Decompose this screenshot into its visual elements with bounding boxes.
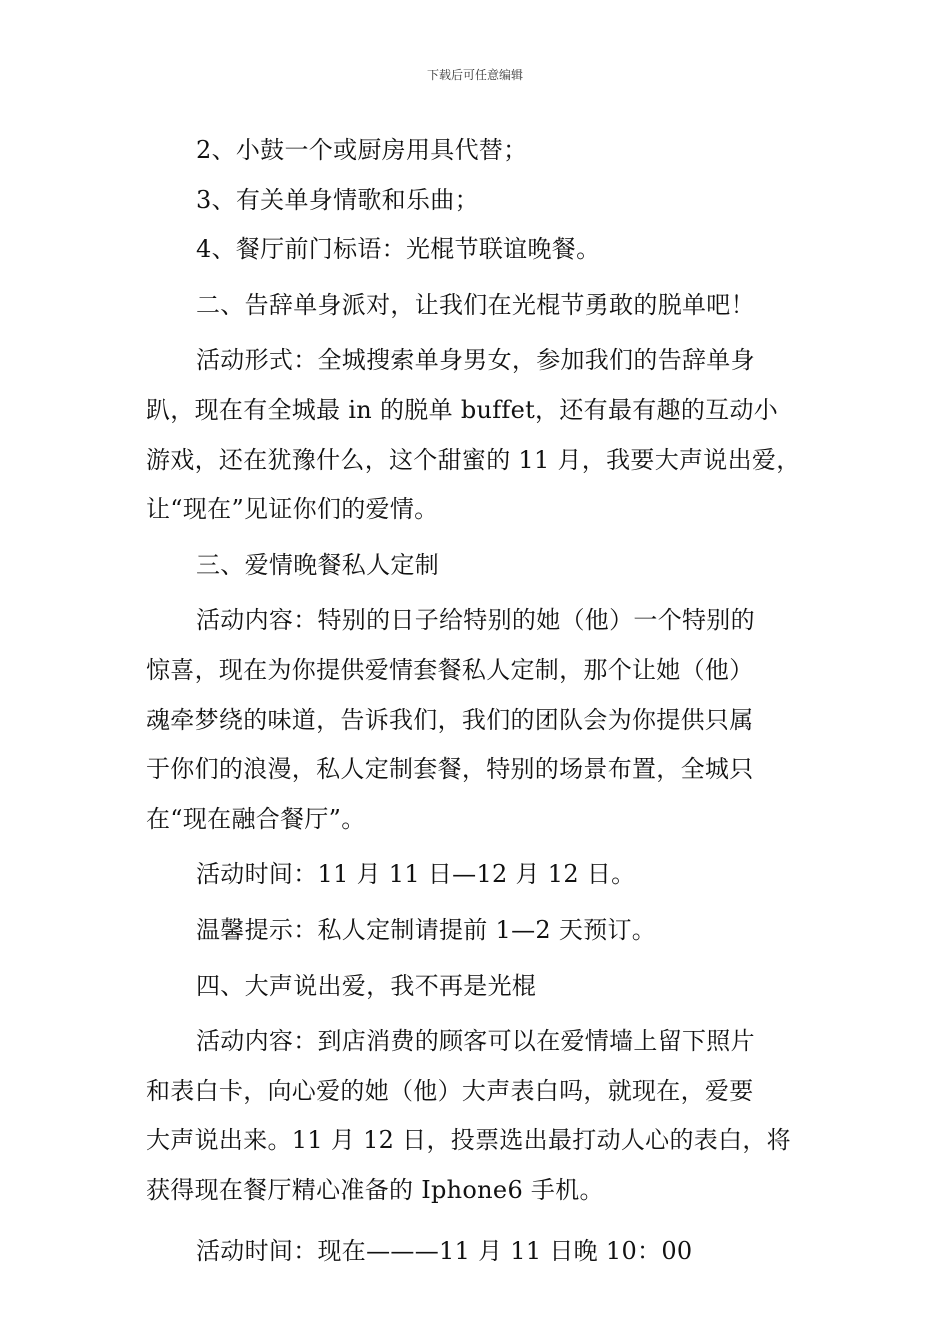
paragraph-line: 活动内容：到店消费的顾客可以在爱情墙上留下照片: [196, 1027, 755, 1056]
paragraph-line: 于你们的浪漫，私人定制套餐，特别的场景布置，全城只: [146, 755, 754, 784]
list-item: 3、有关单身情歌和乐曲；: [196, 185, 479, 214]
paragraph-line: 在“现在融合餐厅”。: [146, 804, 366, 833]
paragraph-line: 活动时间：现在———11 月 11 日晚 10：00: [196, 1237, 693, 1266]
paragraph-line: 活动形式：全城搜索单身男女，参加我们的告辞单身: [196, 346, 755, 375]
section-heading: 二、告辞单身派对，让我们在光棍节勇敢的脱单吧！: [196, 290, 755, 319]
paragraph-line: 温馨提示：私人定制请提前 1—2 天预订。: [196, 915, 657, 944]
paragraph-line: 活动内容：特别的日子给特别的她（他）一个特别的: [196, 606, 755, 635]
page-header: 下载后可任意编辑: [426, 68, 523, 82]
list-item: 2、小鼓一个或厨房用具代替；: [196, 136, 528, 164]
document-body: [146, 126, 836, 1277]
paragraph-line: 魂牵梦绕的味道，告诉我们，我们的团队会为你提供只属: [146, 705, 754, 734]
paragraph-line: 和表白卡，向心爱的她（他）大声表白吗，就现在，爱要: [146, 1076, 754, 1105]
paragraph-line: 活动时间：11 月 11 日—12 月 12 日。: [196, 860, 636, 889]
paragraph-line: 惊喜，现在为你提供爱情套餐私人定制，那个让她（他）: [146, 655, 754, 684]
paragraph-line: 游戏，还在犹豫什么，这个甜蜜的 11 月，我要大声说出爱，: [146, 445, 801, 474]
paragraph-line: 让“现在”见证你们的爱情。: [146, 495, 439, 524]
section-heading: 三、爱情晚餐私人定制: [196, 550, 439, 579]
list-item: 4、餐厅前门标语：光棍节联谊晚餐。: [196, 235, 601, 264]
paragraph-line: 大声说出来。11 月 12 日，投票选出最打动人心的表白，将: [146, 1126, 791, 1155]
section-heading: 四、大声说出爱，我不再是光棍: [196, 971, 537, 1000]
paragraph-line: 获得现在餐厅精心准备的 Iphone6 手机。: [146, 1175, 604, 1204]
paragraph-line: 趴，现在有全城最 in 的脱单 buffet，还有最有趣的互动小: [146, 395, 779, 424]
